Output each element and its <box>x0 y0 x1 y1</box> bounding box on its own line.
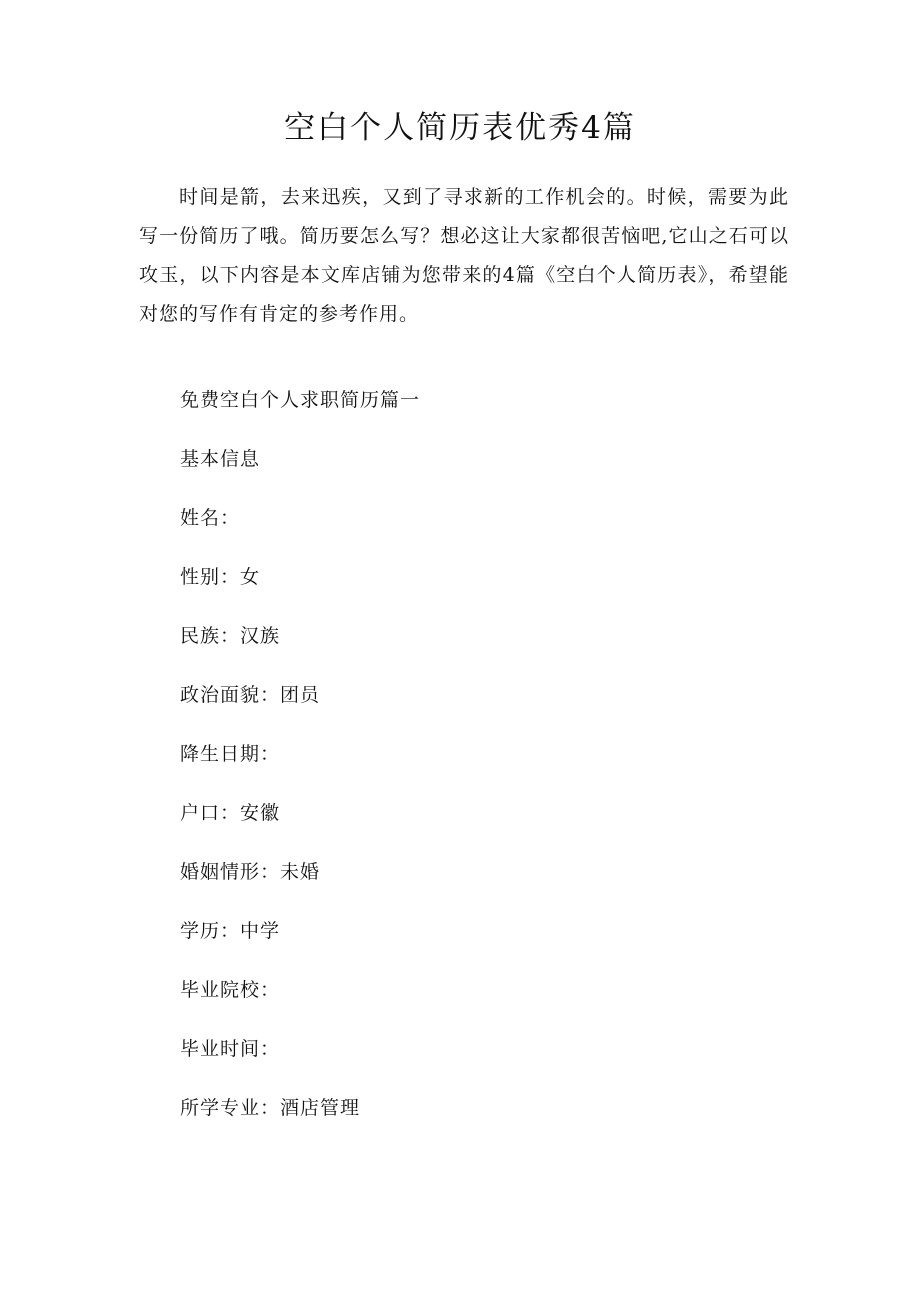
field-marital-status: 婚姻情形：未婚 <box>180 861 321 883</box>
field-birth-date: 降生日期： <box>180 743 281 765</box>
field-major: 所学专业：酒店管理 <box>180 1097 361 1119</box>
field-graduation-date: 毕业时间： <box>180 1038 281 1060</box>
subheading-basic-info: 基本信息 <box>180 448 261 470</box>
field-household-registration: 户口：安徽 <box>180 802 281 824</box>
section-heading: 免费空白个人求职简历篇一 <box>180 389 421 411</box>
field-ethnicity: 民族：汉族 <box>180 625 281 647</box>
intro-paragraph: 时间是箭，去来迅疾，又到了寻求新的工作机会的。时候，需要为此写一份简历了哦。简历要怎么写？想必这让大家都很苦恼吧,它山之石可以攻玉，以下内容是本文库店铺为您带来的4篇《空白个人简历表》，希望能对您的写作有肯定的参考作用。 <box>139 186 789 325</box>
field-political-status: 政治面貌：团员 <box>180 684 321 706</box>
field-gender: 性别：女 <box>180 566 261 588</box>
field-name: 姓名： <box>180 507 241 529</box>
document-title: 空白个人简历表优秀4篇 <box>284 110 636 146</box>
field-education: 学历：中学 <box>180 920 281 942</box>
field-graduated-school: 毕业院校： <box>180 979 281 1001</box>
